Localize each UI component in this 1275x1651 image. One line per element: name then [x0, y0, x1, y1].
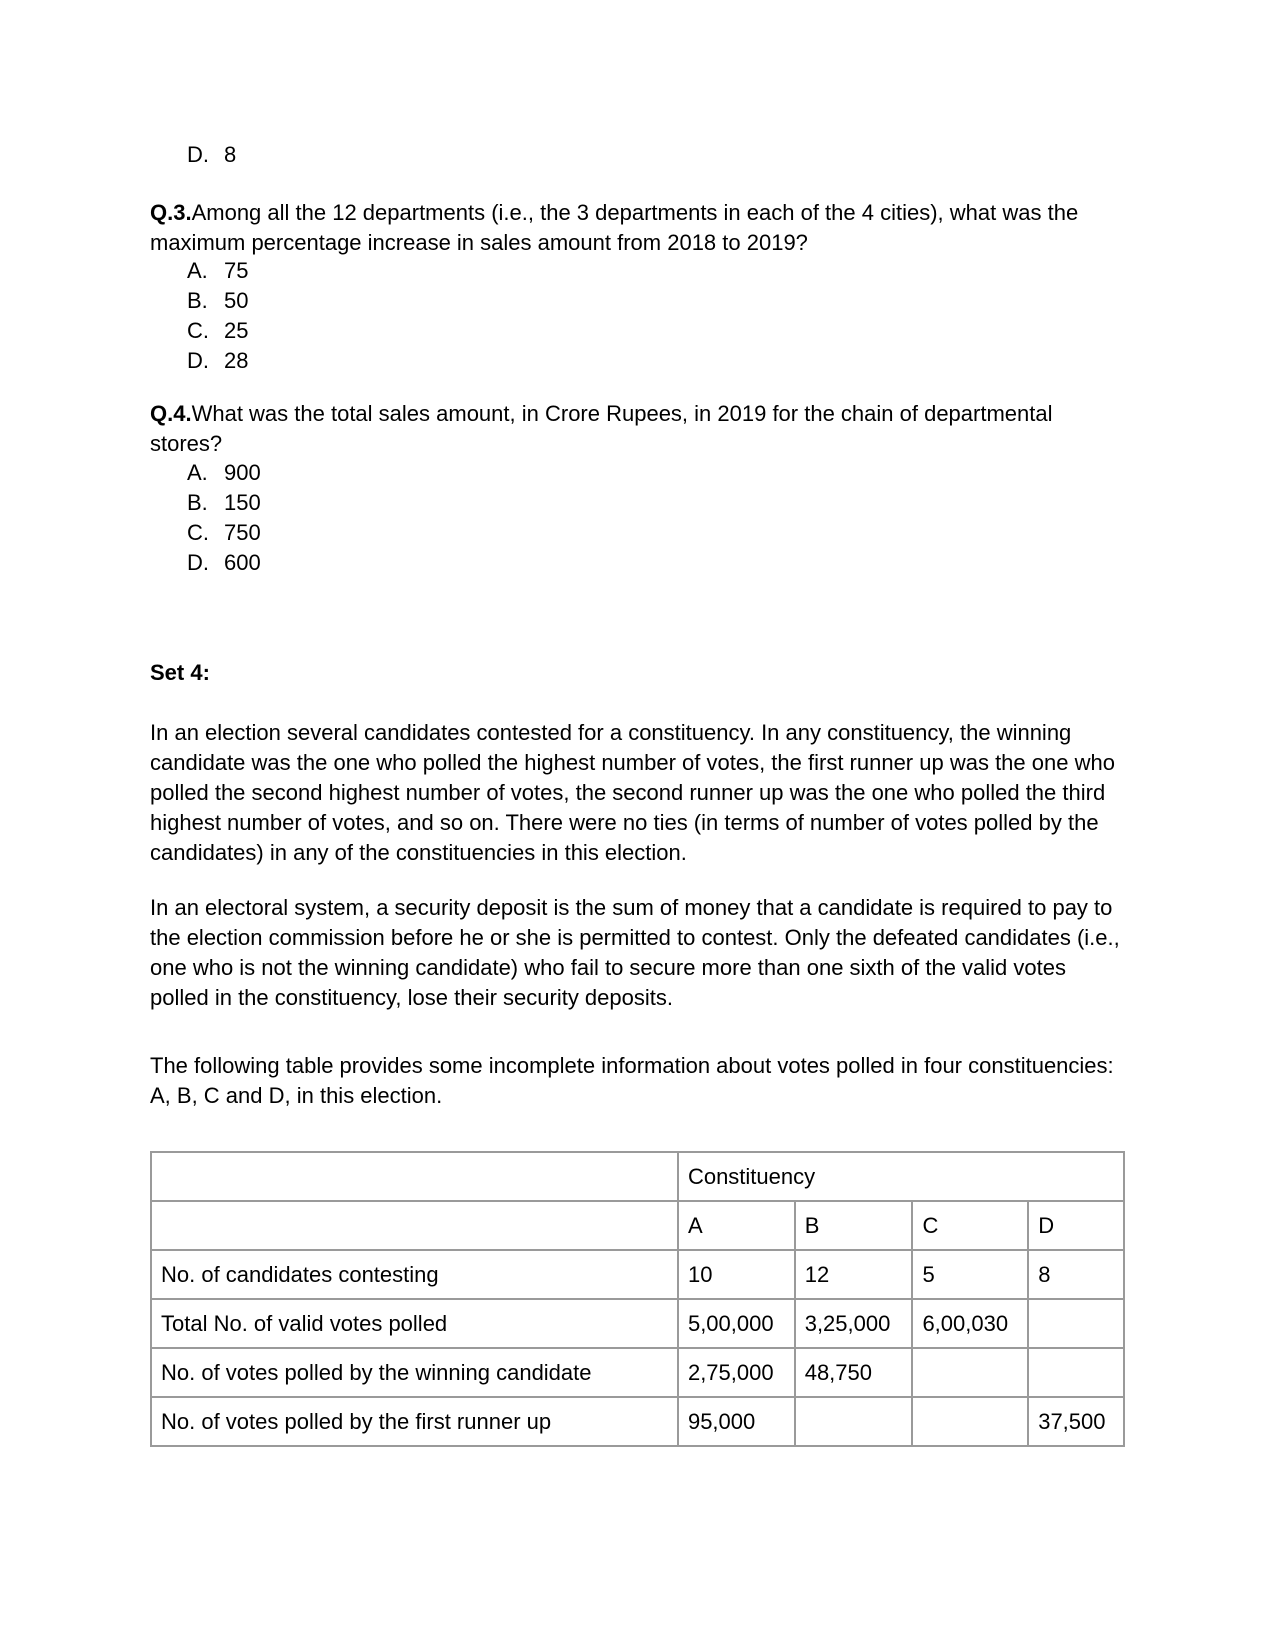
- set-paragraph-1: In an election several candidates contested for a constituency. In any constituency, the winning candidate was the one who polled the highest number of votes, the first runner up was the one who polled the second highest number of votes, the second runner up was the one who polled the third highest number of votes, and so on. There were no ties (in terms of number of votes polled by the candidates) in any of the constituencies in this election.: [150, 720, 1115, 865]
- option-text: 28: [224, 348, 249, 373]
- table-row: [151, 1348, 1124, 1397]
- option-letter: D.: [187, 348, 209, 373]
- table-cell: [795, 1397, 913, 1446]
- option-text: 75: [224, 258, 249, 283]
- table-cell: [912, 1348, 1028, 1397]
- question-number: Q.4.: [150, 401, 192, 426]
- option-d: [187, 548, 261, 578]
- option-letter: B.: [187, 288, 208, 313]
- question-number: Q.3.: [150, 200, 192, 225]
- table-cell: 37,500: [1028, 1397, 1124, 1446]
- table-cell: 5: [912, 1250, 1028, 1299]
- option-text: 750: [224, 520, 261, 545]
- option-c: [187, 316, 248, 346]
- column-header-b: B: [795, 1201, 913, 1250]
- table-cell: 8: [1028, 1250, 1124, 1299]
- row-label: No. of votes polled by the first runner up: [151, 1397, 678, 1446]
- option-letter: C.: [187, 318, 209, 343]
- option-text: 150: [224, 490, 261, 515]
- table-row: [151, 1299, 1124, 1348]
- question-3-options: [187, 256, 248, 376]
- question-text: What was the total sales amount, in Crore Rupees, in 2019 for the chain of departmental stores?: [150, 401, 1053, 456]
- option-text: 600: [224, 550, 261, 575]
- question-text: Among all the 12 departments (i.e., the 3 departments in each of the 4 cities), what was the maximum percentage increase in sales amount from 2018 to 2019?: [150, 200, 1079, 255]
- option-a: [187, 458, 261, 488]
- table-cell: 2,75,000: [678, 1348, 795, 1397]
- table-corner-cell: [151, 1201, 678, 1250]
- table-cell: 12: [795, 1250, 913, 1299]
- set-paragraph-2: In an electoral system, a security deposit is the sum of money that a candidate is required to pay to the election commission before he or she is permitted to contest. Only the defeated candidates (i.e., one who is not the winning candidate) who fail to secure more than one sixth of the valid votes polled in the constituency, lose their security deposits.: [150, 895, 1120, 1010]
- option-text: 50: [224, 288, 249, 313]
- table-cell: 6,00,030: [912, 1299, 1028, 1348]
- table-cell: 10: [678, 1250, 795, 1299]
- set-paragraph-3: The following table provides some incomplete information about votes polled in four constituencies: A, B, C and D, in this election.: [150, 1053, 1114, 1108]
- table-cell: 95,000: [678, 1397, 795, 1446]
- option-letter: B.: [187, 490, 208, 515]
- question-4: [150, 399, 1130, 459]
- table-cell: 48,750: [795, 1348, 913, 1397]
- option-letter: A.: [187, 460, 208, 485]
- option-letter: A.: [187, 258, 208, 283]
- option-text: 900: [224, 460, 261, 485]
- previous-question-option-d: [187, 140, 236, 170]
- column-header-c: C: [912, 1201, 1028, 1250]
- option-letter: C.: [187, 520, 209, 545]
- table-cell: [912, 1397, 1028, 1446]
- column-header-d: D: [1028, 1201, 1124, 1250]
- question-3: [150, 198, 1130, 258]
- table-row: [151, 1397, 1124, 1446]
- table-header-row: [151, 1152, 1124, 1201]
- option-c: [187, 518, 261, 548]
- option-d: [187, 346, 248, 376]
- column-header-a: A: [678, 1201, 795, 1250]
- table-cell: 3,25,000: [795, 1299, 913, 1348]
- question-4-options: [187, 458, 261, 578]
- option-b: [187, 286, 248, 316]
- table-column-row: [151, 1201, 1124, 1250]
- row-label: Total No. of valid votes polled: [151, 1299, 678, 1348]
- option-letter: D.: [187, 550, 209, 575]
- constituency-header: Constituency: [678, 1152, 1124, 1201]
- table-cell: 5,00,000: [678, 1299, 795, 1348]
- table-cell: [1028, 1348, 1124, 1397]
- table-cell: [1028, 1299, 1124, 1348]
- row-label: No. of votes polled by the winning candidate: [151, 1348, 678, 1397]
- option-text: 25: [224, 318, 249, 343]
- table-row: [151, 1250, 1124, 1299]
- votes-table: [150, 1151, 1125, 1447]
- option-b: [187, 488, 261, 518]
- option-a: [187, 256, 248, 286]
- set-title: Set 4:: [150, 660, 210, 685]
- row-label: No. of candidates contesting: [151, 1250, 678, 1299]
- table-corner-cell: [151, 1152, 678, 1201]
- option-text: 8: [224, 142, 237, 167]
- option-letter: D.: [187, 142, 209, 167]
